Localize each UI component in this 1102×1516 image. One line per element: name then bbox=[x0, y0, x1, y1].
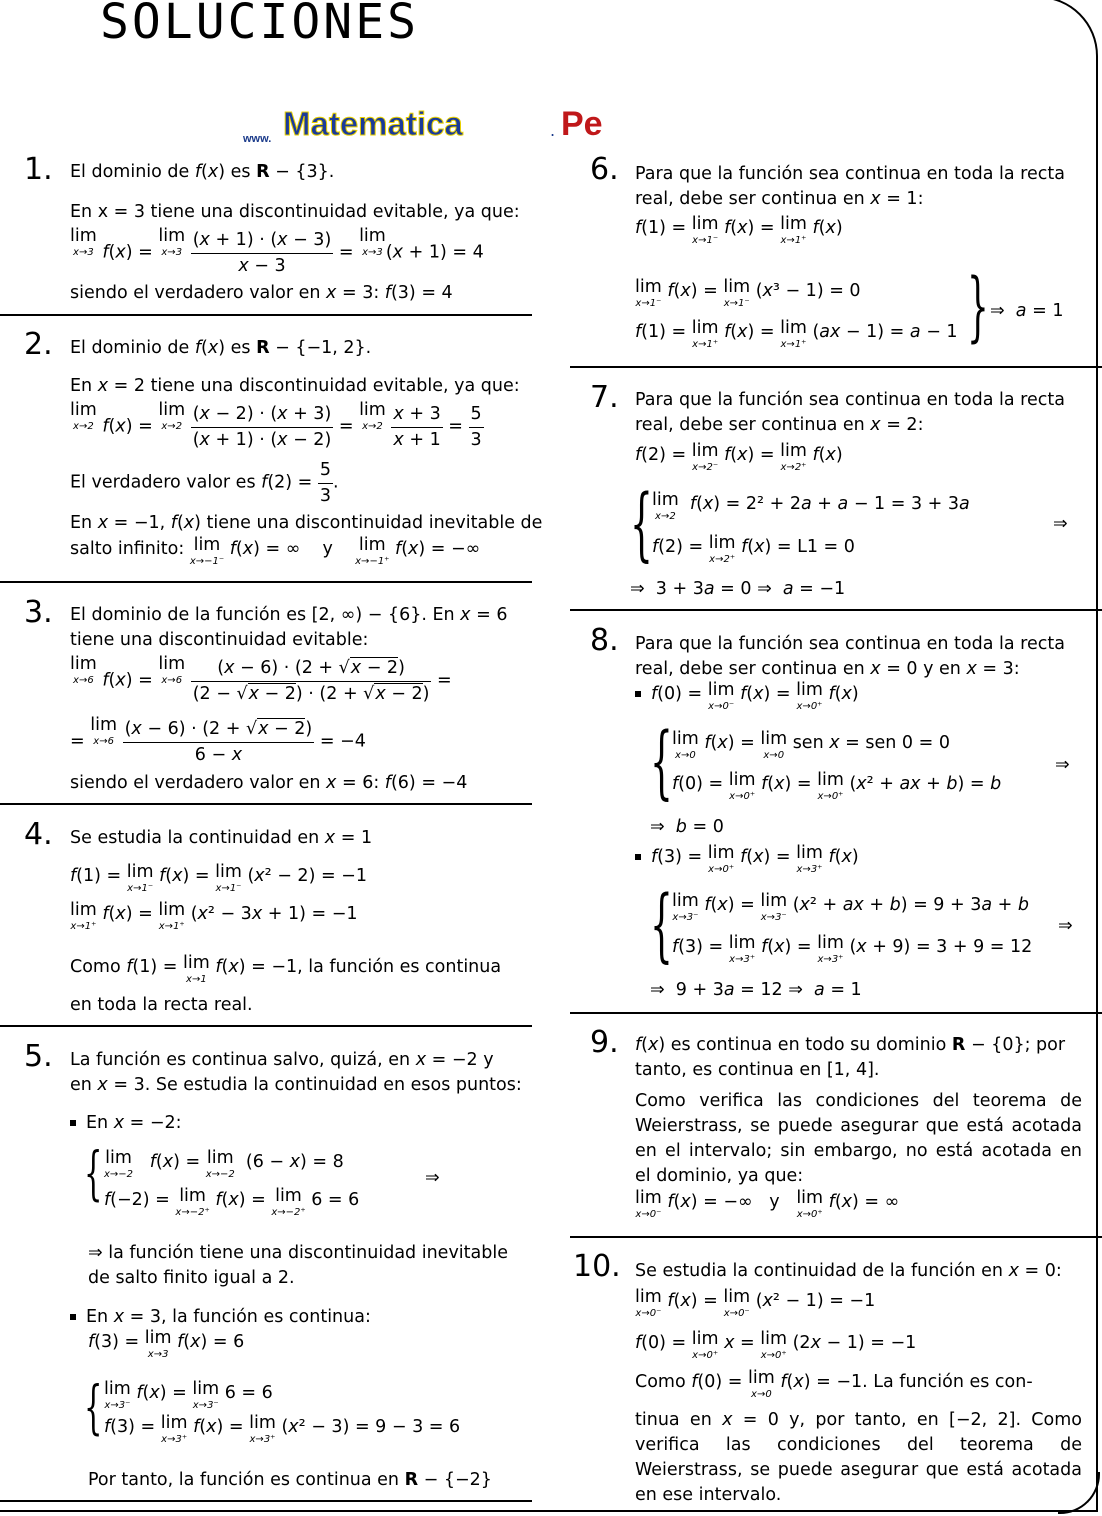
s4-line-1: Se estudia la continuidad en x = 1 bbox=[70, 828, 373, 848]
solution-number-4: 4. bbox=[24, 817, 53, 852]
s7-case-2: f(2) = lim x→2⁺ f(x) = L1 = 0 bbox=[652, 533, 855, 565]
s4-line-2: Como f(1) = lim x→1 f(x) = −1, la función es continua bbox=[70, 953, 502, 985]
s8-line-2: real, debe ser continua en x = 0 y en x = 3: bbox=[635, 659, 1020, 679]
implies-arrow: ⇒ bbox=[1055, 755, 1070, 775]
s6-line-1: Para que la función sea continua en toda la recta bbox=[635, 164, 1065, 184]
s8-result-2: ⇒ 9 + 3a = 12 ⇒ a = 1 bbox=[650, 980, 862, 1000]
s3-line-2: tiene una discontinuidad evitable: bbox=[70, 630, 369, 650]
s6-result: ⇒ a = 1 bbox=[990, 301, 1064, 321]
implies-arrow: ⇒ bbox=[425, 1168, 440, 1188]
brace: } bbox=[967, 261, 989, 350]
logo-www: www. bbox=[243, 133, 272, 145]
divider bbox=[570, 1236, 1102, 1238]
brace: { bbox=[650, 878, 673, 971]
s5-conclusion-1: ⇒ la función tiene una discontinuidad inevitable bbox=[88, 1243, 508, 1263]
divider bbox=[570, 1012, 1102, 1014]
s6-condition: f(1) = lim x→1⁻ f(x) = lim x→1⁺ f(x) bbox=[635, 214, 843, 246]
divider bbox=[0, 1500, 532, 1502]
s5-f3: f(3) = lim x→3 f(x) = 6 bbox=[88, 1328, 245, 1360]
solution-number-7: 7. bbox=[590, 380, 619, 415]
s2-line-1: El dominio de f(x) es R − {−1, 2}. bbox=[70, 338, 372, 358]
solution-number-1: 1. bbox=[24, 152, 53, 187]
s2-line-2: En x = 2 tiene una discontinuidad evitable, ya que: bbox=[70, 376, 520, 396]
s8-case-2: f(0) = lim x→0⁺ f(x) = lim x→0⁺ (x² + ax + b) = b bbox=[672, 770, 1002, 802]
divider bbox=[570, 366, 1102, 368]
s10-right-limit: f(0) = lim x→0⁺ x = lim x→0⁺ (2x − 1) = −1 bbox=[635, 1329, 917, 1361]
solution-number-10: 10. bbox=[573, 1249, 621, 1284]
s8-case-4: f(3) = lim x→3⁺ f(x) = lim x→3⁺ (x + 9) = 3 + 9 = 12 bbox=[672, 933, 1033, 965]
divider bbox=[0, 803, 532, 805]
divider bbox=[570, 609, 1102, 611]
s6-case-1: lim x→1⁻ f(x) = lim x→1⁻ (x³ − 1) = 0 bbox=[635, 277, 861, 309]
s5-case-3: lim x→3⁻ f(x) = lim x→3⁻ 6 = 6 bbox=[104, 1379, 273, 1411]
s4-line-3: en toda la recta real. bbox=[70, 995, 253, 1015]
s1-limit-equation: lim x→3 f(x) = lim x→3 $\frac{(x + 1) \cdot (x - 3)}{x - 3}$ = lim x→3 (x + 1) = 4 bbox=[70, 226, 484, 277]
s9-line-2: tanto, es continua en [1, 4]. bbox=[635, 1060, 880, 1080]
s8-case-3: lim x→3⁻ f(x) = lim x→3⁻ (x² + ax + b) = 9 + 3a + b bbox=[672, 891, 1030, 923]
s1-line-2: En x = 3 tiene una discontinuidad evitable, ya que: bbox=[70, 202, 520, 222]
s10-line-1: Se estudia la continuidad de la función en x = 0: bbox=[635, 1261, 1062, 1281]
implies-arrow: ⇒ bbox=[1058, 916, 1073, 936]
s7-line-1: Para que la función sea continua en toda la recta bbox=[635, 390, 1065, 410]
s1-line-1: El dominio de f(x) es R − {3}. bbox=[70, 162, 335, 182]
s8-bullet-1: f(0) = lim x→0⁻ f(x) = lim x→0⁺ f(x) bbox=[635, 682, 859, 712]
s9-paragraph: Como verifica las condiciones del teorema de Weierstrass, se puede asegurar que está acotada en el intervalo; sin embargo, no está acotada en el dominio, ya que: bbox=[635, 1091, 1082, 1186]
s2-line-5: salto infinito: lim x→−1⁻ f(x) = ∞ y lim x→−1⁺ f(x) = −∞ bbox=[70, 535, 481, 567]
s8-bullet-2: f(3) = lim x→0⁺ f(x) = lim x→3⁺ f(x) bbox=[635, 845, 859, 875]
s8-line-1: Para que la función sea continua en toda la recta bbox=[635, 634, 1065, 654]
s10-left-limit: lim x→0⁻ f(x) = lim x→0⁻ (x² − 1) = −1 bbox=[635, 1287, 876, 1319]
solution-number-3: 3. bbox=[24, 595, 53, 630]
s8-result-1: ⇒ b = 0 bbox=[650, 817, 724, 837]
logo-pe: Pe bbox=[561, 105, 603, 143]
s7-condition: f(2) = lim x→2⁻ f(x) = lim x→2⁺ f(x) bbox=[635, 441, 843, 473]
s3-line-1: El dominio de la función es [2, ∞) − {6}. En x = 6 bbox=[70, 605, 508, 625]
s1-line-3: siendo el verdadero valor en x = 3: f(3) = 4 bbox=[70, 283, 453, 303]
s5-case-1: lim x→−2 f(x) = lim x→−2 (6 − x) = 8 bbox=[104, 1148, 344, 1180]
s10-paragraph: tinua en x = 0 y, por tanto, en [−2, 2]. Como verifica las condiciones del teorema de Weierstrass, se puede asegurar que está acotada en ese intervalo. bbox=[635, 1410, 1082, 1505]
s10-line-2: Como f(0) = lim x→0 f(x) = −1. La función es con- bbox=[635, 1368, 1033, 1400]
s9-limits: lim x→0⁻ f(x) = −∞ y lim x→0⁺ f(x) = ∞ bbox=[635, 1188, 900, 1220]
s4-right-limit: lim x→1⁺ f(x) = lim x→1⁺ (x² − 3x + 1) = −1 bbox=[70, 900, 358, 932]
s2-limit-equation: lim x→2 f(x) = lim x→2 $\frac{(x - 2) \cdot (x + 3)}{(x + 1) \cdot (x - 2)}$ = lim x→2 $\frac{x + 3}{x + 1}$ = $\frac{5}{3}$ bbox=[70, 400, 482, 451]
logo-dot: . bbox=[550, 121, 556, 140]
divider bbox=[0, 314, 532, 316]
divider bbox=[0, 581, 532, 583]
s3-limit-equation-1: lim x→6 f(x) = lim x→6 $\frac{(x - 6) \cdot (2 + √x - 2)}{(2 - √x - 2) \cdot (2 + √x - 2)}$ = bbox=[70, 654, 452, 705]
s3-line-3: siendo el verdadero valor en x = 6: f(6) = −4 bbox=[70, 773, 468, 793]
s7-line-2: real, debe ser continua en x = 2: bbox=[635, 415, 924, 435]
s7-result: ⇒ 3 + 3a = 0 ⇒ a = −1 bbox=[630, 579, 846, 599]
s5-case-2: f(−2) = lim x→−2⁺ f(x) = lim x→−2⁺ 6 = 6 bbox=[104, 1186, 360, 1218]
brace: { bbox=[630, 477, 653, 570]
s5-line-2: en x = 3. Se estudia la continuidad en esos puntos: bbox=[70, 1075, 522, 1095]
s5-case-4: f(3) = lim x→3⁺ f(x) = lim x→3⁺ (x² − 3) = 9 − 3 = 6 bbox=[104, 1413, 461, 1445]
s7-case-1: lim x→2 f(x) = 2² + 2a + a − 1 = 3 + 3a bbox=[652, 490, 970, 522]
s2-line-3: El verdadero valor es f(2) = $\frac{5}{3}$ . bbox=[70, 460, 339, 507]
s5-conclusion-2: de salto finito igual a 2. bbox=[88, 1268, 295, 1288]
s5-bullet-1: En x = −2: bbox=[70, 1111, 182, 1136]
s5-line-1: La función es continua salvo, quizá, en x = −2 y bbox=[70, 1050, 494, 1070]
solution-number-8: 8. bbox=[590, 623, 619, 658]
brace: { bbox=[650, 715, 673, 808]
s6-line-2: real, debe ser continua en x = 1: bbox=[635, 189, 924, 209]
solution-number-5: 5. bbox=[24, 1039, 53, 1074]
solution-number-9: 9. bbox=[590, 1025, 619, 1060]
s5-bullet-2: En x = 3, la función es continua: bbox=[70, 1305, 371, 1330]
brace: { bbox=[84, 1139, 103, 1207]
brace: { bbox=[84, 1373, 103, 1441]
solution-number-6: 6. bbox=[590, 152, 619, 187]
s4-left-limit: f(1) = lim x→1⁻ f(x) = lim x→1⁻ (x² − 2) = −1 bbox=[70, 862, 367, 894]
s6-case-2: f(1) = lim x→1⁺ f(x) = lim x→1⁺ (ax − 1) = a − 1 bbox=[635, 318, 958, 350]
implies-arrow: ⇒ bbox=[1053, 514, 1068, 534]
solution-number-2: 2. bbox=[24, 327, 53, 362]
s5-line-3: Por tanto, la función es continua en R − {−2} bbox=[88, 1470, 492, 1490]
s8-case-1: lim x→0 f(x) = lim x→0 sen x = sen 0 = 0 bbox=[672, 729, 950, 761]
divider bbox=[0, 1025, 532, 1027]
s9-line-1: f(x) es continua en todo su dominio R − {0}; por bbox=[635, 1035, 1066, 1055]
logo-matematica: Matematica bbox=[283, 105, 463, 142]
s2-line-4: En x = −1, f(x) tiene una discontinuidad inevitable de bbox=[70, 513, 543, 533]
page-title: SOLUCIONES bbox=[100, 0, 419, 50]
s3-limit-equation-2: = lim x→6 $\frac{(x - 6) \cdot (2 + √x - 2)}{6 - x}$ = −4 bbox=[70, 715, 366, 766]
